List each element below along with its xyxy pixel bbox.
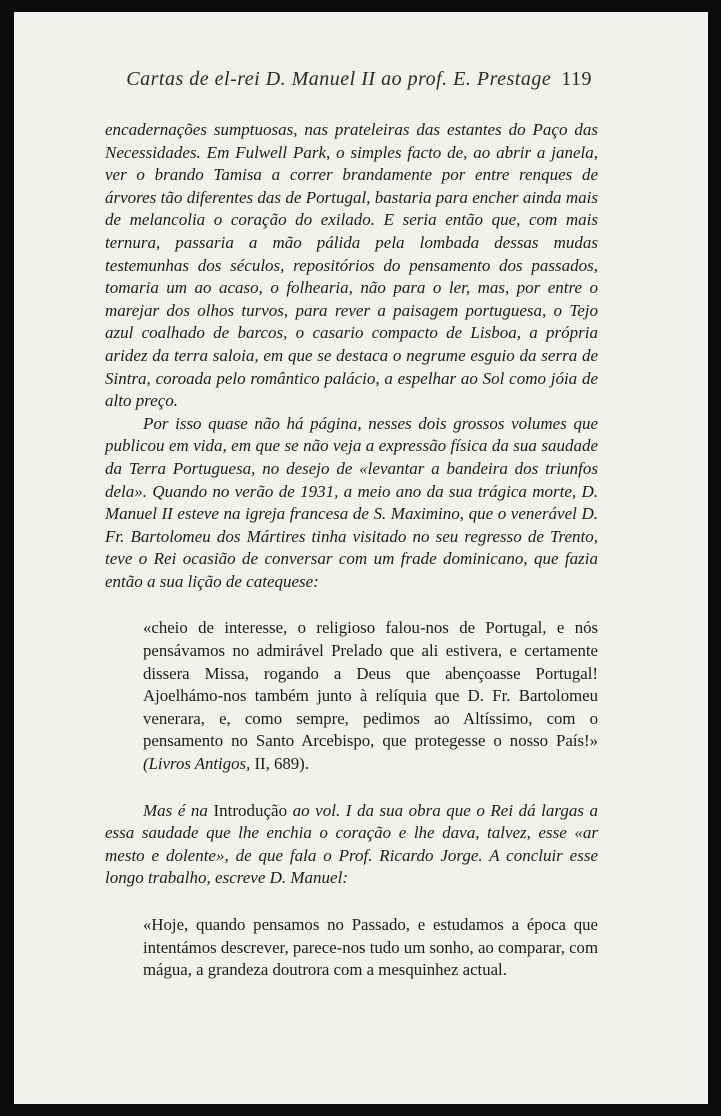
page-number: 119: [561, 68, 592, 90]
quotation-1-ref-title: (Livros Antigos,: [143, 754, 251, 774]
paragraph-2: Por isso quase não há página, nesses dois grossos volumes que publicou em vida, em que se não veja a expressão física da sua saudade da Terra Portuguesa, no desejo de «levantar a bandeira dos triunfos dela». Quando no verão de 1931, a meio ano da sua trágica morte, D. Manuel II esteve na igreja francesa de S. Maximino, que o venerável D. Fr. Bartolomeu dos Mártires tinha visitado no seu regresso de Trento, teve o Rei ocasião de conversar com um frade dominicano, que fazia então a sua lição de catequese:: [105, 413, 598, 591]
book-page: [14, 12, 708, 1104]
quotation-1-text: «cheio de interesse, o religioso falou-nos de Portugal, e nós pensávamos no admirável Prelado que ali estivera, e certamente dissera Missa, rogando a Deus que abençoasse Portugal! Ajoelhámo-nos também junto à relíquia que D. Fr. Bartolomeu venerara, e, como sempre, pedimos ao Altíssimo, com o pensamento no Santo Arcebispo, que protegesse o nosso País!»: [143, 618, 598, 751]
running-header: [14, 68, 708, 91]
page-body: [105, 119, 598, 982]
spacer: [105, 776, 598, 800]
quotation-1-ref-page: II, 689).: [254, 754, 309, 774]
paragraph-3-lead: Mas é na: [143, 800, 208, 820]
paragraph-1: encadernações sumptuosas, nas prateleiras das estantes do Paço das Necessidades. Em Fulwell Park, o simples facto de, ao abrir a janela, ver o brando Tamisa a correr brandamente por entre renques de árvores tão diferentes das de Portugal, bastaria para encher ainda mais de melancolia o coração do exilado. E seria então que, com mais ternura, passaria a mão pálida pela lombada dessas mudas testemunhas dos séculos, repositórios do pensamento dos passados, tomaria um ao acaso, o folhearia, não para o ler, mas, por entre o marejar dos olhos turvos, para rever a paisagem portuguesa, o Tejo azul coalhado de barcos, o casario compacto de Lisboa, a própria aridez da terra saloia, em que se destaca o negrume esguio da serra de Sintra, coroada pelo romântico palácio, a espelhar ao Sol como jóia de alto preço.: [105, 120, 598, 411]
quotation-2: «Hoje, quando pensamos no Passado, e estudamos a época que intentámos descrever, parece-nos tudo um sonho, ao comparar, com mágua, a grandeza doutrora com a mesquinhez actual.: [143, 915, 598, 980]
quotation-1: [105, 617, 598, 775]
paragraph-3-rest: ao vol. I da sua obra que o Rei dá largas a essa saudade que lhe enchia o coração e lhe dava, talvez, esse «ar mesto e dolente», de que fala o Prof. Ricardo Jorge. A concluir esse longo trabalho, escreve D. Manuel:: [105, 800, 599, 888]
paragraph-3-introducao: Introdução: [213, 800, 288, 820]
running-title: Cartas de el-rei D. Manuel II ao prof. E. Prestage: [126, 68, 552, 90]
paragraph-3: [105, 800, 598, 890]
